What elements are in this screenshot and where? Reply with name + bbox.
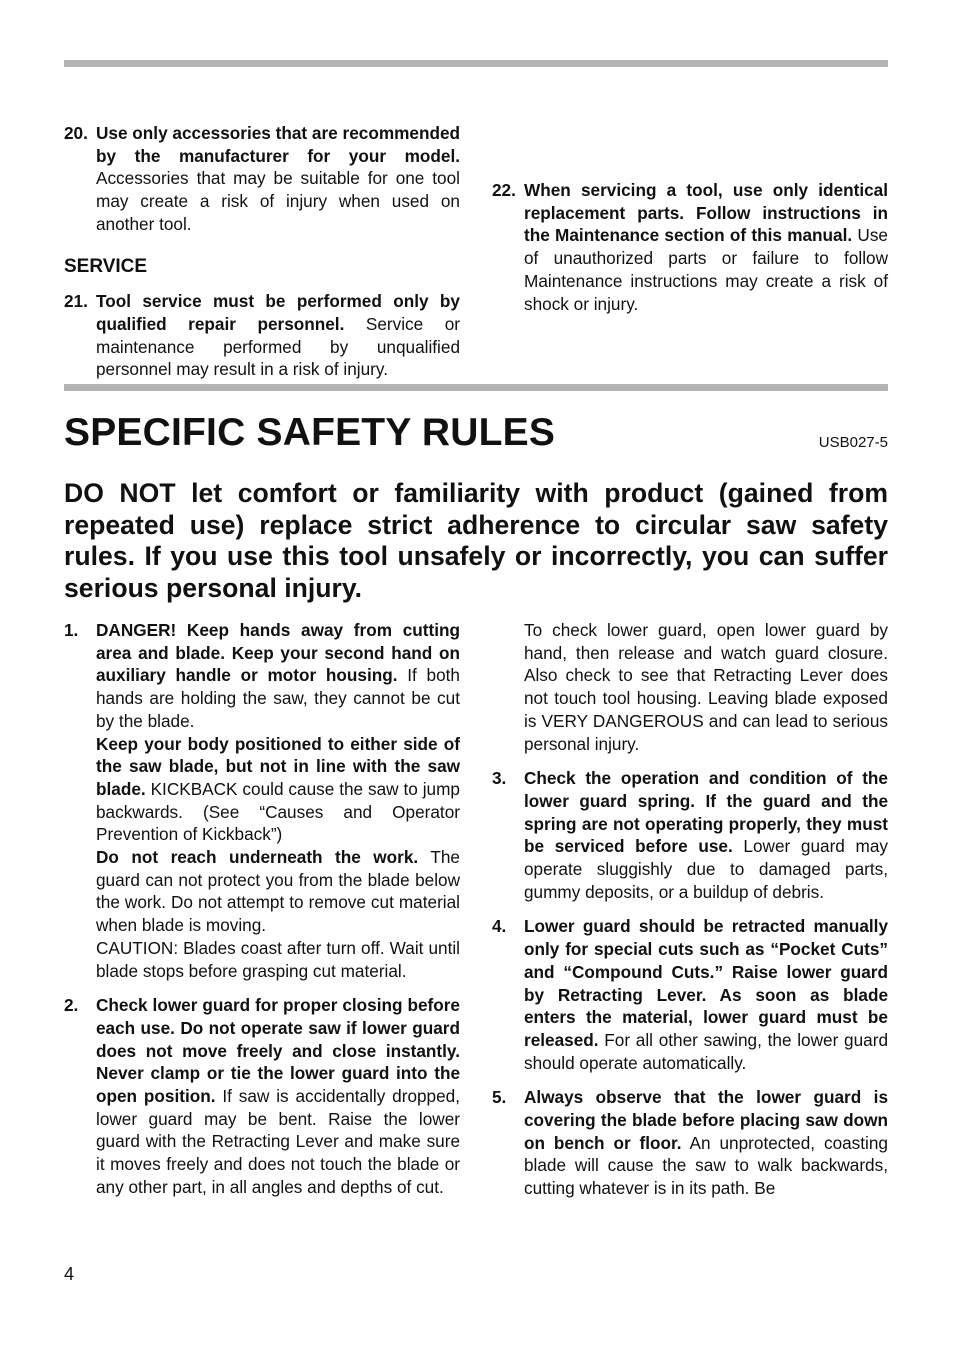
item-text: Use of unauthorized parts or failure to follow Maintenance instructions may create a risk of shock or injury. (524, 225, 888, 314)
top-left-column (64, 122, 460, 381)
item-bold-text: Lower guard should be retracted manually only for special cuts such as “Pocket Cuts” and “Compound Cuts.” Raise lower guard by Retracting Lever. As soon as blade enters the material, lower guard must be released. (524, 916, 888, 1050)
item-bold-text: Tool service must be performed only by qualified repair personnel. (96, 291, 460, 334)
item-body (524, 767, 888, 903)
item-bold-text: Check lower guard for proper closing before each use. Do not operate saw if lower guard does not move freely and close instantly. Never clamp or tie the lower guard into the open position. (96, 995, 460, 1107)
item-body (524, 915, 888, 1074)
bottom-right-column (492, 619, 888, 1200)
item-body (96, 290, 460, 381)
rule-item-20 (64, 122, 460, 236)
rule-item-21 (64, 290, 460, 381)
rule-item-1 (64, 619, 460, 982)
bottom-left-column (64, 619, 460, 1199)
item-text: Lower guard may operate sluggishly due to damaged parts, gummy deposits, or a buildup of debris. (524, 836, 888, 902)
item-bold-text: Use only accessories that are recommended by the manufacturer for your model. (96, 123, 460, 166)
item-number: 20. (64, 123, 88, 143)
item-bold-text: DANGER! Keep hands away from cutting area and blade. Keep your second hand on auxiliary handle or motor housing. (96, 620, 460, 686)
item-body (524, 1086, 888, 1200)
item-number: 4. (492, 916, 507, 937)
item-text: Accessories that may be suitable for one tool may create a risk of injury when used on another tool. (96, 168, 460, 234)
item-text: Service or maintenance performed by unqualified personnel may result in a risk of injury. (96, 313, 460, 380)
item-text: An unprotected, coasting blade will cause the saw to walk backwards, cutting whatever is in its path. Be (524, 1132, 888, 1199)
item-caution-text: CAUTION: Blades coast after turn off. Wait until blade stops before grasping cut material. (96, 937, 460, 981)
item-number: 5. (492, 1087, 507, 1108)
rule-item-4 (492, 915, 888, 1074)
item-number: 22. (492, 180, 516, 200)
item-number: 21. (64, 291, 88, 312)
document-code: USB027-5 (818, 434, 888, 451)
item-number: 3. (492, 768, 507, 789)
rule-item-22 (492, 179, 888, 315)
item-bold-text: When servicing a tool, use only identical replacement parts. Follow instructions in the Maintenance section of this manual. (524, 180, 888, 246)
item-body (96, 122, 460, 236)
item-body (524, 179, 888, 315)
item-body (96, 994, 460, 1198)
top-divider (64, 60, 888, 67)
safety-warning: DO NOT let comfort or familiarity with product (gained from repeated use) replace strict adherence to circular saw safety rules. If you use this tool unsafely or incorrectly, you can suffer serious personal injury. (64, 478, 888, 603)
item-body (96, 619, 460, 982)
item-bold-text: Check the operation and condition of the lower guard spring. If the guard and the spring are not operating properly, they must be serviced before use. (524, 768, 888, 857)
item-number: 2. (64, 995, 79, 1016)
item-bold-text: Keep your body positioned to either side of the saw blade, but not in line with the saw blade. (96, 733, 460, 799)
page-title: SPECIFIC SAFETY RULES (64, 411, 556, 454)
page-number: 4 (64, 1264, 75, 1284)
item-text: For all other sawing, the lower guard should operate automatically. (524, 1029, 888, 1073)
item-text: KICKBACK could cause the saw to jump backwards. (See “Causes and Operator Prevention of Kickback”) (96, 778, 460, 845)
rule-item-2-continued: To check lower guard, open lower guard by hand, then release and watch guard closure. Also check to see that Retracting Lever does not touch tool housing. Leaving blade exposed is VERY DANGEROUS and can lead to serious personal injury. (524, 620, 888, 754)
item-text: The guard can not protect you from the blade below the work. Do not attempt to remove cut material when blade is moving. (96, 847, 460, 936)
service-heading: SERVICE (64, 255, 148, 277)
section-divider (64, 384, 888, 391)
item-text: If both hands are holding the saw, they cannot be cut by the blade. (96, 665, 460, 731)
item-bold-text: Always observe that the lower guard is covering the blade before placing saw down on bench or floor. (524, 1087, 888, 1153)
item-number: 1. (64, 620, 79, 640)
top-right-column (492, 179, 888, 315)
rule-item-2 (64, 994, 460, 1198)
rule-item-5 (492, 1086, 888, 1200)
item-text: If saw is accidentally dropped, lower guard may be bent. Raise the lower guard with the Retracting Lever and make sure it moves freely and does not touch the blade or any other part, in all angles and depths of cut. (96, 1086, 461, 1197)
item-bold-text: Do not reach underneath the work. (96, 847, 419, 868)
rule-item-3 (492, 767, 888, 903)
